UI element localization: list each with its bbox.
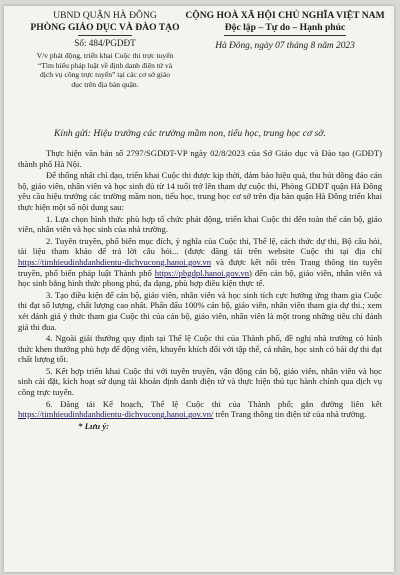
document-number: Số: 484/PGDĐT	[74, 38, 136, 48]
national-motto: Độc lập – Tự do – Hạnh phúc	[224, 22, 346, 33]
item-2-text-b: và được kết nối trên Trang thông tin tuyên truyền, phổ biến pháp luật Thành phố	[18, 256, 382, 278]
item-6-text-a: 6. Đăng tải Kế hoạch, Thể lệ Cuộc thi của Thành phố; gắn đường liên kết	[46, 398, 382, 409]
paragraph-item-2	[18, 236, 382, 289]
item-6-text-b: trên Trang thông tin điện tử của nhà trường.	[213, 409, 367, 420]
paragraph-item-6	[18, 399, 382, 420]
paragraph-item-3: 3. Tạo điều kiện để cán bộ, giáo viên, nhân viên và học sinh tích cực hưởng ứng tham gia Cuộc thi đạt số lượng, chất lượng cao nhất. Phấn đấu 100% cán bộ, giáo viên, nhân viên tham gia dự thi.; xem xét đánh giá ý thức tham gia Cuộc thi của cán bộ, giáo viên, nhân viên là một trong những tiêu chí đánh giá thi đua.	[18, 289, 382, 332]
motto-underline	[224, 35, 346, 36]
issuer-block	[30, 10, 180, 89]
paragraph-intro: Để thống nhất chỉ đạo, triển khai Cuộc thi được kịp thời, đảm bảo hiệu quả, thu hút đông đảo cán bộ, giáo viên, nhân viên và học sinh đủ từ 14 tuổi trở lên tham dự cuộc thi, Phòng GDĐT quận Hà Đông yêu cầu hiệu trưởng các trường mầm non, tiểu học, trung học cơ sở trên địa bàn quận Hà Đông triển khai thực hiện một số nội dung sau:	[18, 170, 382, 212]
document-page	[4, 6, 394, 572]
note-label: * Lưu ý:	[78, 420, 110, 431]
contest-link[interactable]: https://timhieudinhdanhdientu-dichvucong.hanoi.gov.vn/	[18, 409, 214, 420]
item-2-text-a: 2. Tuyên truyền, phổ biến mục đích, ý nghĩa của Cuộc thi, Thể lệ, cách thức dự thi, Bộ câu hỏi, tài liệu tham khảo để trả lời câu hỏi... (được đăng tải trên website Cuộc thi tại địa chỉ	[18, 235, 382, 257]
national-block	[176, 10, 394, 52]
paragraph-item-1: 1. Lựa chọn hình thức phù hợp tổ chức phát động, triển khai Cuộc thi đến toàn thể cán bộ, giáo viên, nhân viên và học sinh của nhà trường.	[18, 213, 382, 235]
item-2-text-c: ) đến cán bộ, giáo viên, nhân viên và học sinh bằng hình thức phong phú, đa dạng, phù hợp điều kiện thực tế.	[18, 267, 382, 289]
country-name: CỘNG HOÀ XÃ HỘI CHỦ NGHĨA VIỆT NAM	[185, 10, 385, 21]
document-body	[18, 148, 382, 431]
issuer-org: UBND QUẬN HÀ ĐÔNG	[53, 10, 157, 21]
document-header	[4, 10, 394, 126]
contest-website-link[interactable]: https://timhieudinhdanhdientu-dichvucong.hanoi.gov.vn	[18, 256, 212, 267]
issuer-underline	[78, 35, 132, 36]
pbgdpl-link[interactable]: https://pbgdpl.hanoi.gov.vn	[154, 267, 250, 278]
paragraph-item-5: 5. Kết hợp triển khai Cuộc thi với tuyên truyền, vận động cán bộ, giáo viên, nhân viên và học sinh cài đặt, kích hoạt sử dụng tài khoản định danh điện tử và thực hiện thủ tục hành chính qua dịch vụ công trực tuyến.	[18, 365, 382, 398]
recipient-line: Kính gửi: Hiệu trưởng các trường mầm non, tiểu học, trung học cơ sở.	[54, 128, 326, 139]
issue-date: Hà Đông, ngày 07 tháng 8 năm 2023	[215, 41, 355, 51]
document-subject: V/v phát động, triển khai Cuộc thi trực tuyến “Tìm hiểu pháp luật về định danh điện tử và dịch vụ công trực tuyến” tại các cơ sở giáo dục trên địa bàn quận.	[36, 51, 174, 89]
paragraph-item-4: 4. Ngoài giải thưởng quy định tại Thể lệ Cuộc thi của Thành phố, đề nghị nhà trường có hình thức khen thưởng phù hợp để động viên, khuyến khích đối với tập thể, cá nhân, học sinh có bài dự thi đạt chất lượng tốt.	[18, 333, 382, 365]
issuer-dept: PHÒNG GIÁO DỤC VÀ ĐÀO TẠO	[30, 22, 180, 33]
paragraph-reference: Thực hiện văn bản số 2797/SGDĐT-VP ngày 02/8/2023 của Sở Giáo dục và Đào tạo (GDĐT) thành phố Hà Nội.	[18, 148, 382, 169]
